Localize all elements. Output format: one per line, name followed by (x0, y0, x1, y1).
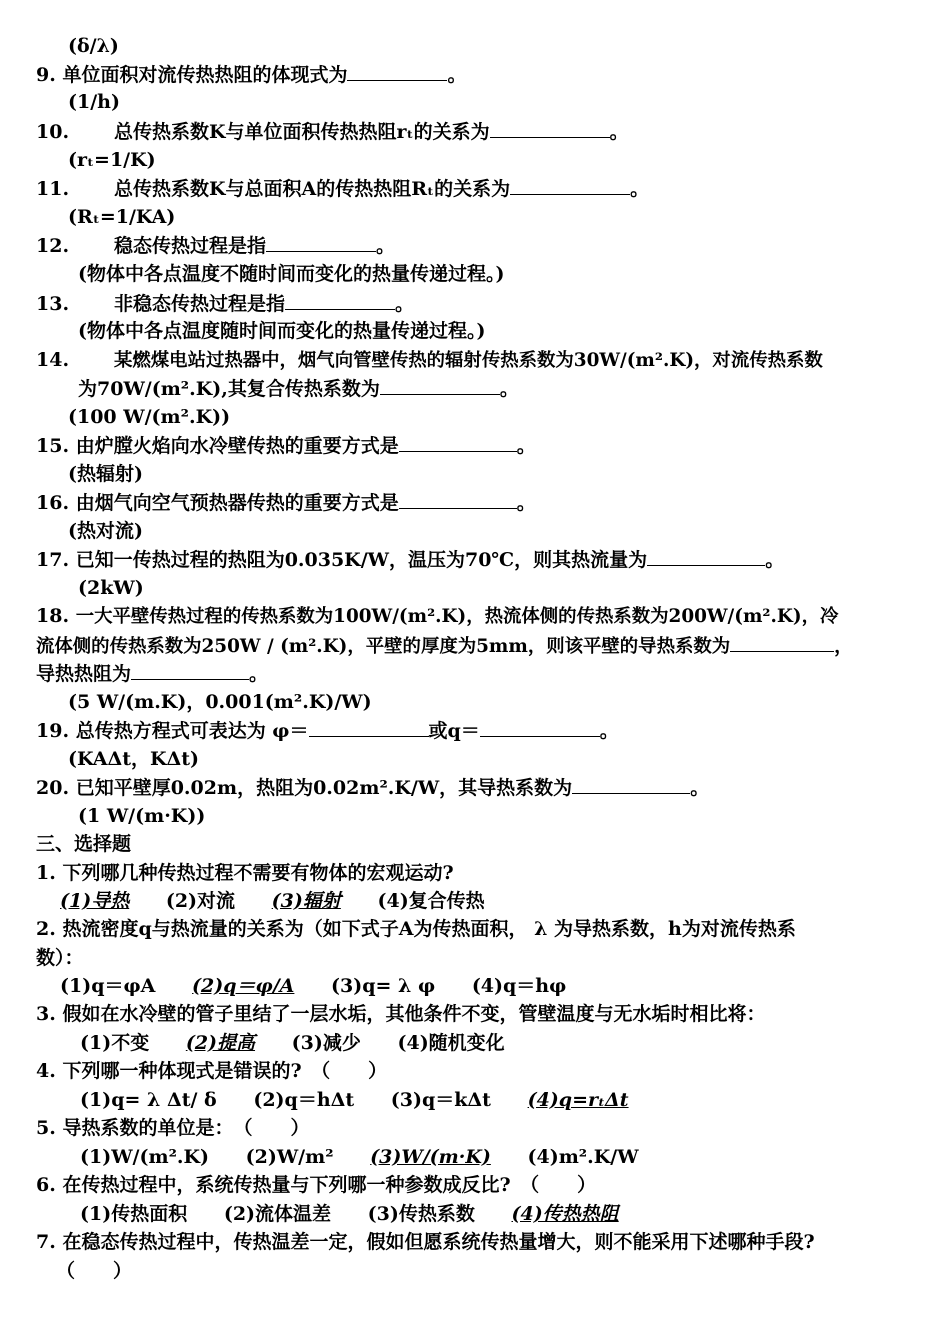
choice-question-4: 4. 下列哪一种体现式是错误的? （ ） (36, 1060, 388, 1082)
question-18-line2 (36, 633, 853, 657)
choice-question-7: 7. 在稳态传热过程中，传热温差一定，假如但愿系统传热量增大，则不能采用下述哪种手段? (36, 1231, 815, 1253)
question-number: 10. (36, 121, 70, 143)
choice-options-3 (80, 1031, 535, 1055)
question-14-continued (78, 376, 519, 400)
question-number: 18. (36, 605, 70, 627)
question-12 (36, 233, 395, 257)
period: 。 (516, 492, 536, 514)
question-15 (36, 433, 536, 457)
question-number: 17. (36, 549, 70, 571)
option: (4)随机变化 (397, 1032, 505, 1054)
choice-options-4 (80, 1088, 659, 1112)
choice-question-1: 1. 下列哪几种传热过程不需要有物体的宏观运动? (36, 862, 454, 884)
answer-blank (266, 233, 376, 252)
option-correct: (3)W/(m·K) (370, 1146, 491, 1168)
option-correct: (4)q=rₜΔt (527, 1089, 629, 1111)
period: 。 (609, 121, 629, 143)
option: (4)复合传热 (377, 890, 485, 912)
question-number: 12. (36, 235, 70, 257)
answer-q19: (KAΔt，KΔt) (68, 748, 200, 770)
option-correct: (2)q＝φ/A (192, 975, 295, 997)
option: (3)减少 (291, 1032, 361, 1054)
period: 。 (690, 777, 710, 799)
option: (1)q= λ Δt/ δ (80, 1089, 217, 1111)
option: (2)流体温差 (223, 1203, 332, 1225)
choice-7-answer-paren: （ ） (56, 1260, 133, 1282)
choice-question-5: 5. 导热系数的单位是： （ ） (36, 1117, 310, 1139)
option: (2)W/m² (245, 1146, 334, 1168)
answer-q12: (物体中各点温度不随时间而变化的热量传递过程。) (78, 263, 505, 285)
option: (3)q＝kΔt (390, 1089, 491, 1111)
question-9 (36, 62, 467, 86)
option: (1)W/(m².K) (80, 1146, 210, 1168)
section-title: 三、选择题 (36, 833, 132, 855)
period: 。 (499, 378, 519, 400)
question-text: 非稳态传热过程是指 (114, 293, 286, 315)
question-17 (36, 547, 784, 571)
option: (4)q＝hφ (471, 975, 567, 997)
question-number: 13. (36, 293, 70, 315)
period: 。 (249, 663, 269, 685)
question-13 (36, 291, 414, 315)
choice-options-6 (80, 1202, 649, 1226)
period: 。 (447, 64, 467, 86)
question-text: 由炉膛火焰向水冷壁传热的重要方式是 (75, 435, 399, 457)
period: 。 (765, 549, 785, 571)
question-number: 16. (36, 492, 70, 514)
answer-q14: (100 W/(m².K)) (68, 406, 231, 428)
option: (1)传热面积 (80, 1203, 188, 1225)
answer-blank (480, 718, 600, 737)
comma: ， (834, 635, 854, 657)
option: (2)q＝hΔt (253, 1089, 355, 1111)
question-text: 总传热方程式可表达为 φ＝ (75, 720, 309, 742)
answer-blank (131, 661, 249, 680)
answer-blank (730, 633, 834, 652)
answer-q18: (5 W/(m.K)，0.001(m².K)/W) (68, 691, 372, 713)
question-text: 或q＝ (428, 720, 480, 742)
answer-q20: (1 W/(m·K)) (78, 805, 206, 827)
choice-question-6: 6. 在传热过程中，系统传热量与下列哪一种参数成反比? （ ） (36, 1174, 597, 1196)
question-number: 15. (36, 435, 70, 457)
option-correct: (4)传热热阻 (511, 1203, 619, 1225)
answer-blank (380, 376, 500, 395)
option-correct: (3)辐射 (271, 890, 341, 912)
choice-question-2-continued: 数）： (36, 947, 84, 969)
answer-blank (285, 291, 395, 310)
answer-q10: (rₜ=1/K) (68, 149, 156, 171)
question-text: 总传热系数K与单位面积传热热阻rₜ的关系为 (114, 121, 490, 143)
answer-blank (399, 490, 517, 509)
choice-question-3: 3. 假如在水冷壁的管子里结了一层水垢，其他条件不变，管壁温度与无水垢时相比将： (36, 1003, 766, 1025)
question-text: 已知一传热过程的热阻为0.035K/W，温压为70℃，则其热流量为 (75, 549, 648, 571)
question-10 (36, 119, 629, 143)
answer-q8: (δ/λ) (68, 35, 119, 57)
answer-q15: (热辐射) (68, 463, 143, 485)
question-text: 总传热系数K与总面积A的传热热阻Rₜ的关系为 (114, 178, 511, 200)
question-text: 某燃煤电站过热器中，烟气向管壁传热的辐射传热系数为30W/(m².K)，对流传热系数 (114, 350, 823, 371)
answer-q17: (2kW) (78, 577, 144, 599)
answer-q16: (热对流) (68, 520, 143, 542)
question-text: 导热热阻为 (36, 663, 132, 685)
question-number: 14. (36, 349, 70, 371)
answer-q9: (1/h) (68, 91, 120, 113)
question-text: 流体侧的传热系数为250W / (m².K)，平壁的厚度为5mm，则该平壁的导热系数为 (36, 636, 731, 657)
answer-q13: (物体中各点温度随时间而变化的热量传递过程。) (78, 320, 486, 342)
question-number: 20. (36, 777, 70, 799)
answer-blank (309, 718, 429, 737)
option: (2)对流 (165, 890, 236, 912)
answer-q11: (Rₜ=1/KA) (68, 206, 176, 228)
question-text: 由烟气向空气预热器传热的重要方式是 (75, 492, 399, 514)
option: (4)m².K/W (527, 1146, 639, 1168)
answer-blank (647, 547, 765, 566)
period: 。 (516, 435, 536, 457)
option-correct: (1)导热 (60, 890, 130, 912)
answer-blank (399, 433, 517, 452)
question-11 (36, 176, 649, 200)
period: 。 (376, 235, 396, 257)
choice-options-1 (60, 889, 515, 913)
question-number: 9. (36, 64, 56, 86)
question-text: 单位面积对流传热热阻的体现式为 (62, 64, 348, 86)
question-text: 稳态传热过程是指 (114, 235, 267, 257)
question-text: 一大平壁传热过程的传热系数为100W/(m².K)，热流体侧的传热系数为200W/(m².K)，冷 (75, 606, 839, 627)
choice-options-5 (80, 1145, 669, 1169)
option: (3)传热系数 (367, 1203, 475, 1225)
option-correct: (2)提高 (185, 1032, 256, 1054)
answer-blank (490, 119, 610, 138)
period: 。 (395, 293, 415, 315)
question-number: 19. (36, 720, 70, 742)
question-14 (36, 348, 823, 372)
question-number: 11. (36, 178, 70, 200)
question-text: 为70W/(m².K),其复合传热系数为 (78, 378, 380, 400)
option: (3)q= λ φ (331, 975, 436, 997)
choice-options-2 (60, 974, 596, 998)
question-text: 已知平壁厚0.02m，热阻为0.02m².K/W，其导热系数为 (75, 777, 573, 799)
question-18 (36, 604, 838, 628)
period: 。 (599, 720, 619, 742)
period: 。 (630, 178, 650, 200)
answer-blank (510, 176, 630, 195)
question-20 (36, 775, 709, 799)
question-16 (36, 490, 536, 514)
answer-blank (347, 62, 447, 81)
question-18-line3 (36, 661, 268, 685)
choice-question-2: 2. 热流密度q与热流量的关系为（如下式子A为传热面积， λ 为导热系数，h为对流传热系 (36, 918, 796, 940)
option: (1)不变 (80, 1032, 150, 1054)
answer-blank (572, 775, 690, 794)
option: (1)q＝φA (60, 975, 156, 997)
question-19 (36, 718, 619, 742)
